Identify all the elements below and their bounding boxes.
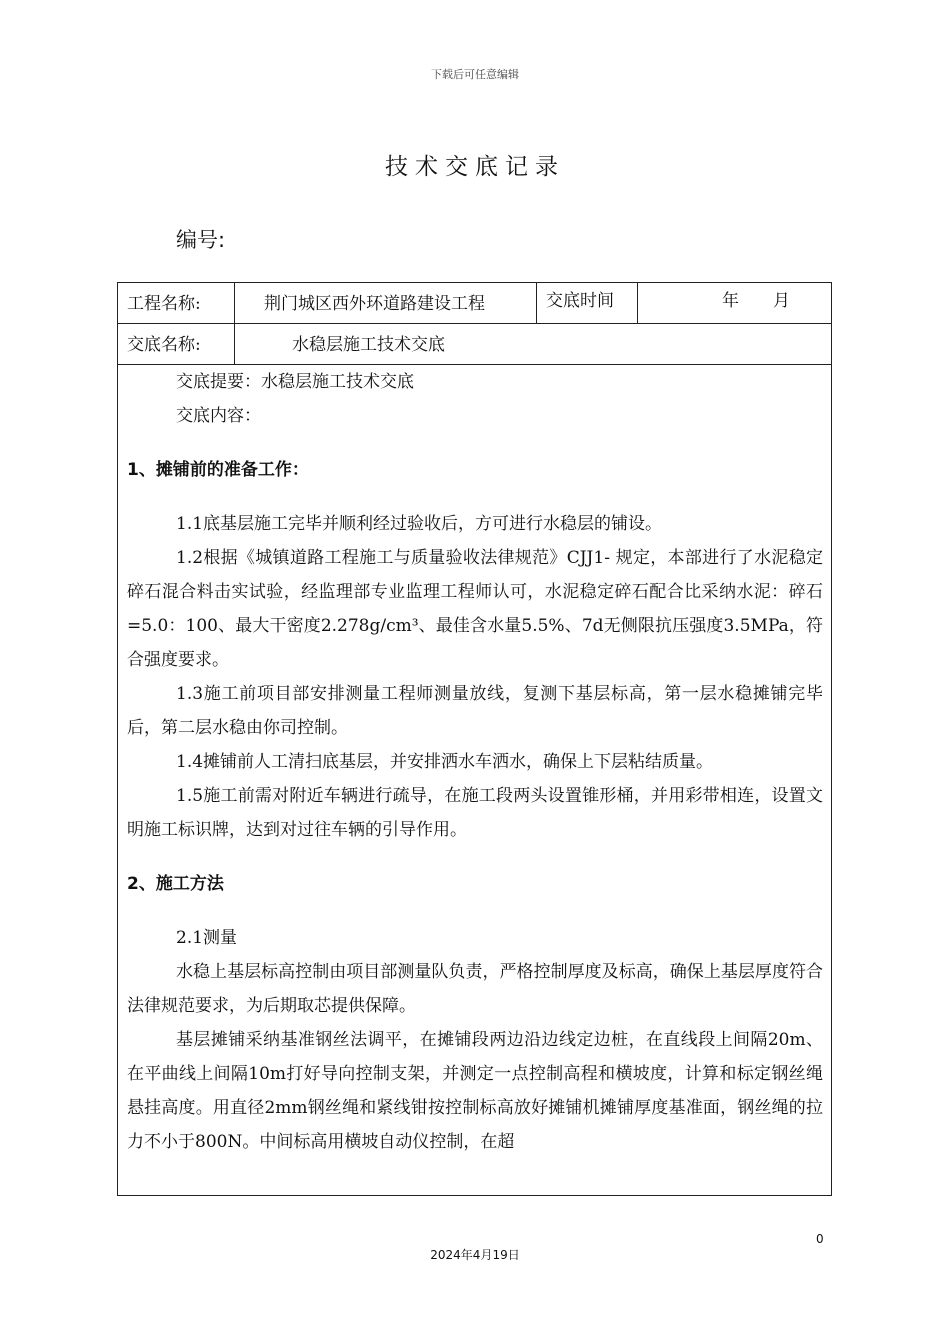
handover-time-label: 交底时间: [546, 291, 614, 311]
handover-content: [127, 365, 823, 1159]
paragraph-1-5: 1.5施工前需对附近车辆进行疏导，在施工段两头设置锥形桶，并用彩带相连，设置文明施工标识牌，达到对过往车辆的引导作用。: [127, 786, 823, 840]
header-note: 下载后可任意编辑: [431, 68, 519, 81]
summary-line: 交底提要：水稳层施工技术交底: [176, 372, 414, 392]
content-label: 交底内容：: [176, 406, 261, 426]
paragraph-1-1: 1.1底基层施工完毕并顺利经过验收后，方可进行水稳层的铺设。: [176, 514, 663, 534]
handover-time-value: 年 月: [722, 291, 790, 311]
page-number: 0: [816, 1232, 824, 1246]
paragraph-1-3: 1.3施工前项目部安排测量工程师测量放线，复测下基层标高，第一层水稳摊铺完毕后，第二层水稳由你司控制。: [127, 684, 823, 738]
paragraph-1-2: 1.2根据《城镇道路工程施工与质量验收法律规范》CJJ1- 规定，本部进行了水泥稳定碎石混合料击实试验，经监理部专业监理工程师认可，水泥稳定碎石配合比采纳水泥：碎石=5.0：100、最大干密度2.278g/cm³、最佳含水量5.5%、7d无侧限抗压强度3.5MPa，符合强度要求。: [127, 548, 823, 670]
handover-name-label: 交底名称:: [127, 335, 201, 355]
section-2-heading: 2、施工方法: [127, 874, 224, 894]
project-name-value: 荆门城区西外环道路建设工程: [264, 294, 485, 314]
paragraph-1-4: 1.4摊铺前人工清扫底基层，并安排洒水车洒水，确保上下层粘结质量。: [176, 752, 714, 772]
serial-number-label: 编号:: [176, 228, 226, 252]
divider: [637, 283, 638, 324]
record-table: [117, 282, 832, 1196]
document-title: 技术交底记录: [385, 154, 565, 180]
divider: [118, 323, 831, 324]
footer-date: 2024年4月19日: [430, 1248, 520, 1262]
paragraph-2-3: 基层摊铺采纳基准钢丝法调平，在摊铺段两边沿边线定边桩，在直线段上间隔20m、在平曲线上间隔10m打好导向控制支架，并测定一点控制高程和横坡度，计算和标定钢丝绳悬挂高度。用直径2mm钢丝绳和紧线钳按控制标高放好摊铺机摊铺厚度基准面，钢丝绳的拉力不小于800N。中间标高用横坡自动仪控制，在超: [127, 1030, 823, 1152]
handover-name-value: 水稳层施工技术交底: [292, 335, 445, 355]
paragraph-2-2: 水稳上基层标高控制由项目部测量队负责，严格控制厚度及标高，确保上基层厚度符合法律规范要求，为后期取芯提供保障。: [127, 962, 823, 1016]
project-name-label: 工程名称:: [127, 294, 201, 314]
section-1-heading: 1、摊铺前的准备工作：: [127, 460, 309, 480]
divider: [536, 283, 537, 324]
paragraph-2-1: 2.1测量: [176, 928, 238, 948]
divider: [234, 283, 235, 365]
